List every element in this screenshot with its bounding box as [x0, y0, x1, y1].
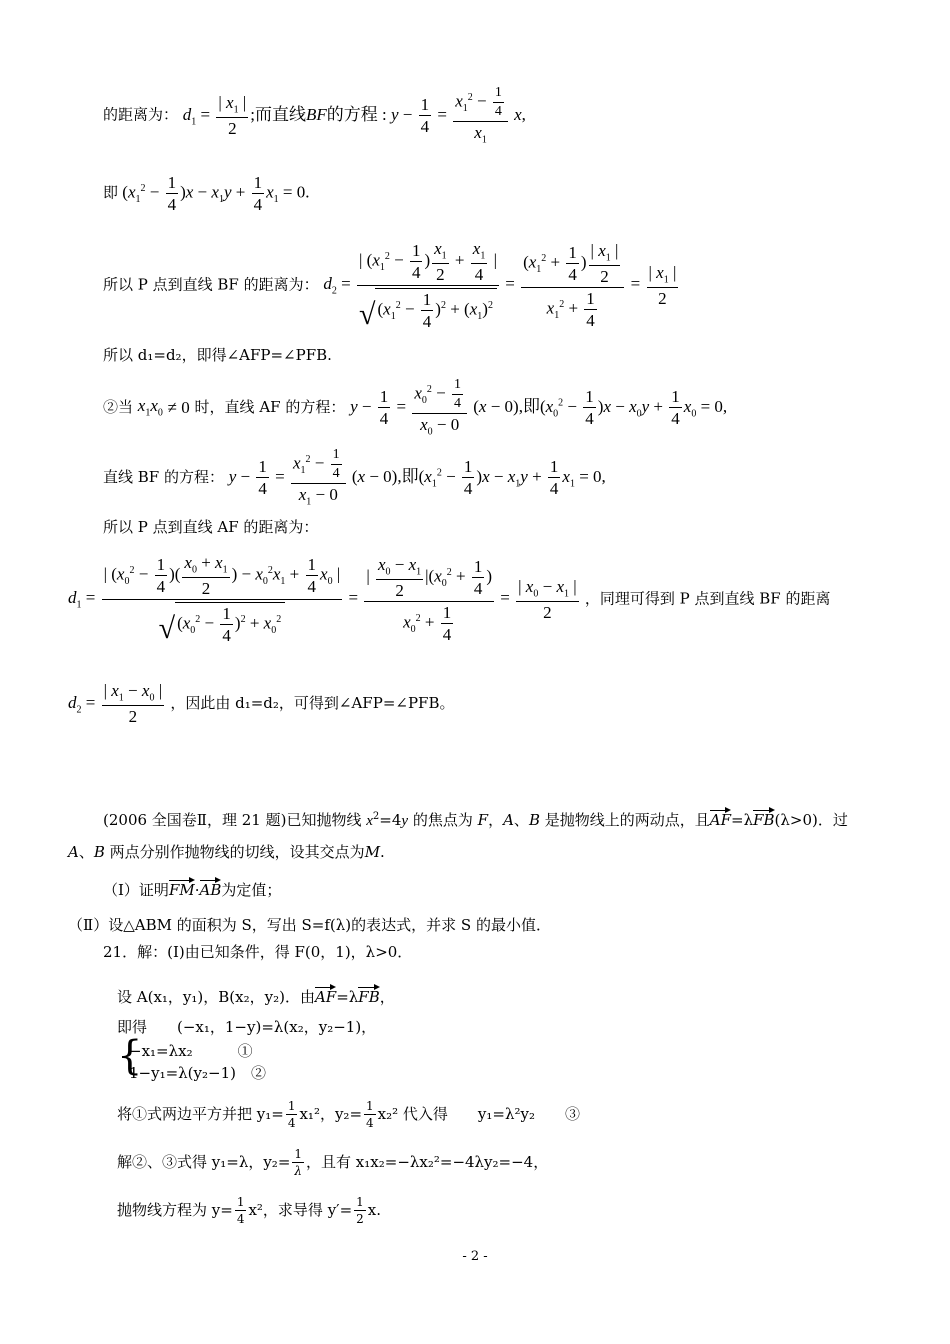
solution-step-3: 将①式两边平方并把 y₁= $\frac{1}{4}$ x₁²，y₂= $\frac{1}{4}$ x₂² 代入得 y₁=λ²y₂ ③ [117, 1099, 580, 1130]
math-d1-formula: $d_1$ = $\frac{| x_1 |}{2}$ ;而直线BF的方程 : y − $\frac{1}{4}$ = $x_1^2$ − $\frac{1}{4}$ $x_1$ x, [182, 85, 526, 146]
line-distance-d1 [103, 86, 526, 145]
text-label: 时，直线 AF 的方程： [194, 398, 346, 417]
page-number: - 2 - [462, 1249, 488, 1264]
math-d2-general: $d_2$ = $\frac{| x_1 - x_0 |}{2}$ [68, 681, 163, 727]
problem-part-2: （Ⅱ）设△ABM 的面积为 S，写出 S=f(λ)的表达式，并求 S 的最小值． [68, 916, 551, 934]
text-label: ，同理可得到 P 点到直线 BF 的距离 [584, 589, 831, 608]
text-label: ，因此由 d₁=d₂，可得到∠AFP=∠PFB。 [170, 694, 455, 713]
text-label: 所以 d₁=d₂，即得∠AFP=∠PFB. [103, 346, 332, 364]
math-d2-formula: $d_2$ = | ($x_1^2$ − $\frac{1}{4}$ ) $\frac{x_1}{2}$ + $\frac{x_1}{4}$ | √ ($x_1^2$ − $\frac{1}{4}$ )$^2 + (x_1)^2$ = ($x_1^2$ + $\frac{1}{4}$ ) $\frac{| x_1 |}{2}$ $x_1^2$ + $\frac{1}{4}$ = $\frac{| x_1 |}{2}$ [323, 239, 677, 332]
text-label: 的距离为： [103, 105, 179, 124]
solution-step-4: 解②、③式得 y₁=λ，y₂= $\frac{1}{\lambda}$ ，且有 x₁x₂=−λx₂²=−4λy₂=−4， [117, 1147, 549, 1178]
line-conclusion-1 [103, 348, 332, 363]
line-bf-equation: 即 ($x_1^2$ − $\frac{1}{4}$ )$x - x_1y$ + $\frac{1}{4}$ $x_1 = 0$. [103, 173, 310, 214]
text-label: 所以 P 点到直线 BF 的距离为： [103, 275, 319, 294]
text-cond: ≠ 0 [167, 398, 190, 418]
solution-head: 21．解：(Ⅰ)由已知条件，得 F(0，1)，λ>0． [103, 943, 413, 961]
math-bf-line: y − $\frac{1}{4}$ = $x_1^2$ − $\frac{1}{4}$ $x_1 - 0$ (x − 0),即($x_1^2$ − $\frac{1}{4}$ )$x - x_1y$ + $\frac{1}{4}$ $x_1 = 0$, [228, 447, 606, 508]
problem-intro: (2006 全国卷Ⅱ，理 21 题)已知抛物线 $x^2=4y$ 的焦点为 F，A、B 是抛物线上的两动点，且AF=λFB(λ>0)．过 [103, 811, 848, 829]
line-bf-line [103, 448, 606, 507]
line-d2-general [68, 682, 454, 725]
document-page: 的距离为： $d_1$ = $\frac{| x_1 |}{2}$ ;而直线BF的方程 : y − $\frac{1}{4}$ = $x_1^2$ − $\frac{1}{4}$ $x_1$ x, 即 ($x_1^2$ − $\frac{1}{4}$ )$x - x_1y$ + $\frac{1}{4}$ $x_1 = 0$. 所以 P 点到直线 BF 的距离为： $d_2$ = | ($x_1^2$ − $\frac{1}{4}$ ) $\frac{x_1}{2}$ + $\frac{x_1}{4}$ | √ ($x_1^2$ − $\frac{1}{4}$ )$^2 + (x_1)^2$ = ($x_1^2$ + $\frac{1}{4}$ ) $\frac{| x_1 |}{2}$ $x_1^2$ + $\frac{1}{4}$ = $\frac{| x_1 |}{2}$ 所以 d₁=d₂，即得∠AFP=∠PFB. ②当 $x_1x_0 \ne 0$ 时，直线 AF 的方程： y − $\frac{1}{4}$ = $x_0^2$ − $\frac{1}{4}$ $x_0 - 0$ (x − 0),即($x_0^2$ − $\frac{1}{4}$ )$x - x_0y$ + $\frac{1}{4}$ $x_0 = 0$, 直线 BF 的方程： y − $\frac{1}{4}$ = $x_1^2$ − $\frac{1}{4}$ $x_1 - 0$ (x − 0),即($x_1^2$ − $\frac{1}{4}$ )$x - x_1y$ + $\frac{1}{4}$ $x_1 = 0$, 所以 P 点到直线 AF 的距离为： $d_1$ = | ($x_0^2$ − $\frac{1}{4}$ )( $\frac{x_0 + x_1}{2}$ ) − $x_0^2x_1$ + $\frac{1}{4}$ $x_0$ | √ ($x_0^2$ − $\frac{1}{4}$ )$^2 + x_0^2$ = | $\frac{x_0 - x_1}{2}$ $|(x_0^2$ + $\frac{1}{4}$ ) $x_0^2$ + $\frac{1}{4}$ = $\frac{| x_0 - x_1 |}{2}$ ，同理可得到 P 点到直线 BF 的距离 $d_2$ = $\frac{| x_1 - x_0 |}{2}$ ，因此由 d₁=d₂，可得到∠AFP=∠PFB。 (2006 全国卷Ⅱ，理 21 题)已知抛物线 $x^2=4y$ 的焦点为 F，A、B 是抛物线上的两动点，且AF=λFB(λ>0)．过 A、B 两点分别作抛物线的切线，设其交点为M. （Ⅰ）证明FM·AB为定值； （Ⅱ）设△ABM 的面积为 S，写出 S=f(λ)的表达式，并求 S 的最小值． 21．解：(Ⅰ)由已知条件，得 F(0，1)，λ>0． 设 A(x₁，y₁)，B(x₂，y₂)．由AF=λFB， 即得 (−x₁，1−y)=λ(x₂，y₂−1)， { −x₁=λx₂ ① 1−y₁=λ(y₂−1) ② 将①式两边平方并把 y₁= $\frac{1}{4}$ x₁²，y₂= $\frac{1}{4}$ x₂² 代入得 y₁=λ²y₂ ③ 解②、③式得 y₁=λ，y₂= $\frac{1}{\lambda}$ ，且有 x₁x₂=−λx₂²=−4λy₂=−4， 抛物线方程为 y= $\frac{1}{4}$ x²，求导得 y′= $\frac{1}{2}$ x. - 2 - [0, 0, 950, 1344]
line-distance-af-title [103, 520, 318, 535]
math-d1-general: $d_1$ = | ($x_0^2$ − $\frac{1}{4}$ )( $\frac{x_0 + x_1}{2}$ ) − $x_0^2x_1$ + $\frac{1}{4}$ $x_0$ | √ ($x_0^2$ − $\frac{1}{4}$ )$^2 + x_0^2$ = | $\frac{x_0 - x_1}{2}$ $|(x_0^2$ + $\frac{1}{4}$ ) $x_0^2$ + $\frac{1}{4}$ = $\frac{| x_0 - x_1 |}{2}$ [68, 553, 577, 646]
text-label: 直线 BF 的方程： [103, 468, 224, 487]
left-brace: { [117, 1033, 143, 1079]
solution-step-1: 设 A(x₁，y₁)，B(x₂，y₂)．由AF=λFB， [117, 988, 395, 1006]
text-label: 所以 P 点到直线 AF 的距离为： [103, 518, 319, 536]
line-d1-general [68, 554, 831, 644]
math-af-line: y − $\frac{1}{4}$ = $x_0^2$ − $\frac{1}{4}$ $x_0 - 0$ (x − 0),即($x_0^2$ − $\frac{1}{4}$ )$x - x_0y$ + $\frac{1}{4}$ $x_0 = 0$, [350, 377, 728, 438]
line-case-2-af: ②当 $x_1x_0 \ne 0$ 时，直线 AF 的方程： y − $\frac{1}{4}$ = $x_0^2$ − $\frac{1}{4}$ $x_0 - 0$ (x − 0),即($x_0^2$ − $\frac{1}{4}$ )$x - x_0y$ + $\frac{1}{4}$ $x_0 = 0$, [103, 377, 728, 438]
solution-step-5: 抛物线方程为 y= $\frac{1}{4}$ x²，求导得 y′= $\frac{1}{2}$ x. [117, 1195, 382, 1226]
line-distance-d2 [103, 240, 680, 330]
problem-line-2: A、B 两点分别作抛物线的切线，设其交点为M. [68, 843, 385, 861]
problem-part-1: （Ⅰ）证明FM·AB为定值； [103, 881, 282, 899]
solution-step-2: 即得 (−x₁，1−y)=λ(x₂，y₂−1)， [117, 1018, 377, 1036]
text-label: ②当 [103, 398, 134, 417]
